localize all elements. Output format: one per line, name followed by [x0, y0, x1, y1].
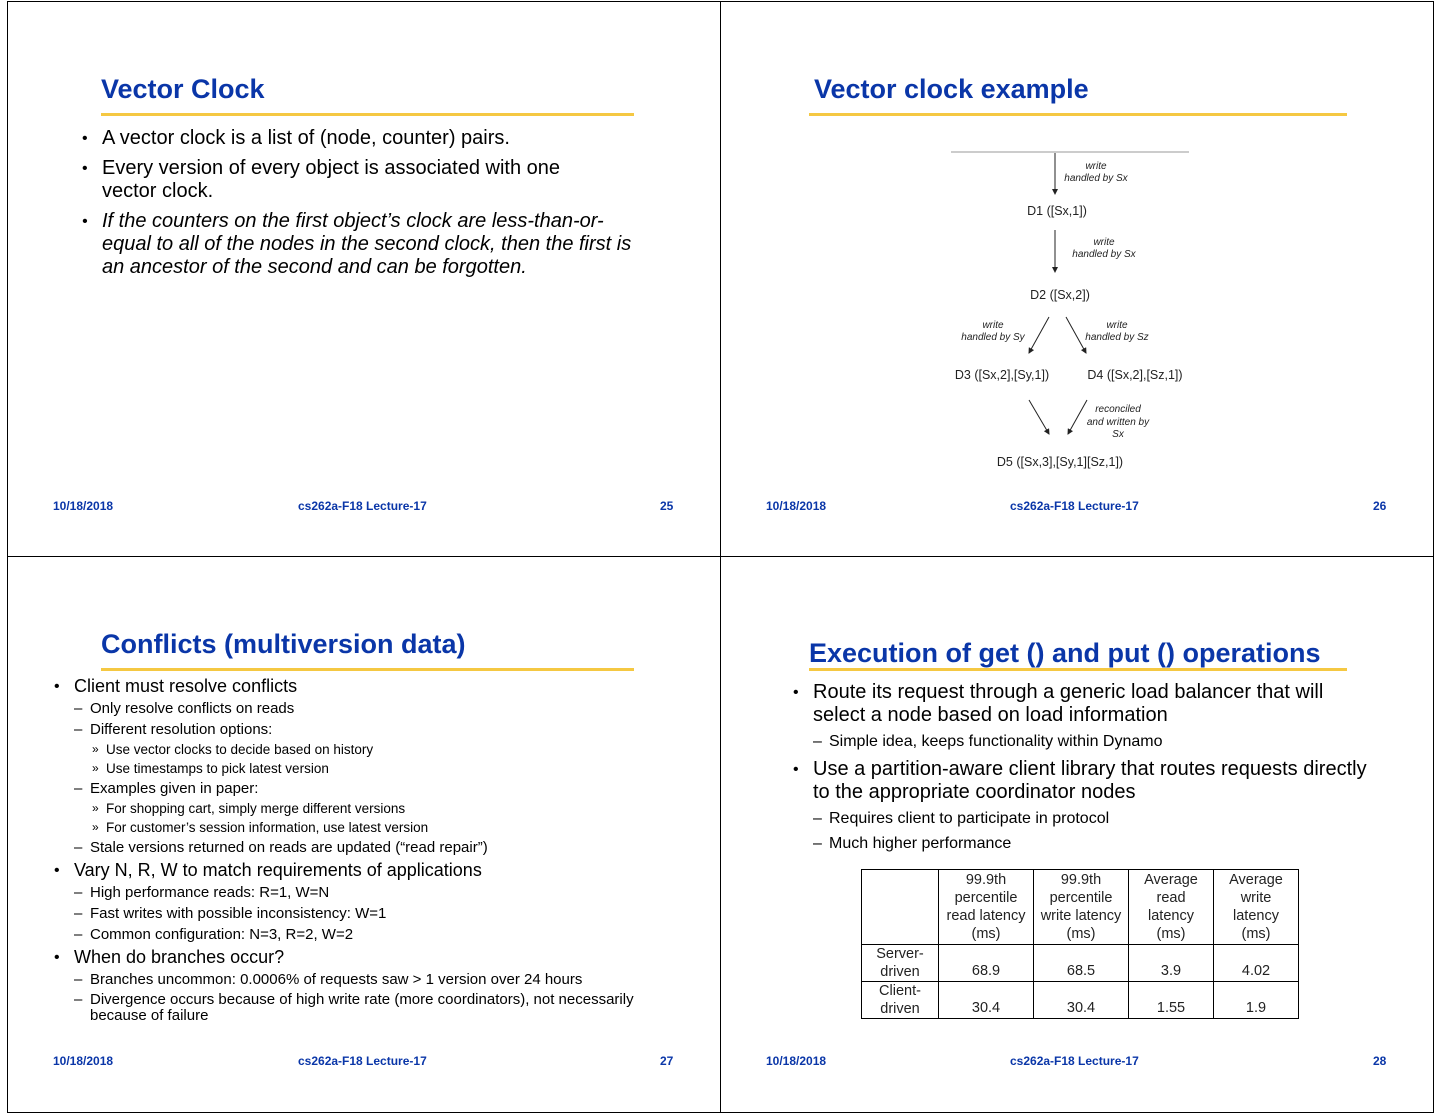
- footer-page-number: 28: [1373, 1054, 1387, 1068]
- sub-sub-bullet: » Use timestamps to pick latest version: [90, 760, 694, 777]
- slide-title: Conflicts (multiversion data): [101, 629, 466, 659]
- sub-bullet-list: [813, 809, 1367, 854]
- edge-label: Sx: [1112, 429, 1124, 440]
- sub-bullet: [74, 721, 694, 777]
- bullet-text: When do branches occur?: [74, 947, 285, 967]
- edge-arrow: [1029, 317, 1049, 353]
- edge-label: and written by: [1086, 417, 1150, 428]
- table-header-cell: 99.9th percentile read latency (ms): [939, 870, 1034, 945]
- slide-27: [7, 556, 721, 1113]
- sub-bullet-text: Examples given in paper:: [90, 780, 259, 797]
- table-cell: 1.55: [1129, 982, 1214, 1019]
- bullet-text: Client must resolve conflicts: [74, 676, 298, 696]
- table-header-cell: [862, 870, 939, 945]
- vector-clock-diagram: [721, 2, 1435, 558]
- bullet-list: [787, 681, 1367, 860]
- diagram-node-d1: D1 ([Sx,1]): [1027, 204, 1087, 218]
- table-cell: 3.9: [1129, 945, 1214, 982]
- latency-table: [861, 869, 1299, 1019]
- table-row: [862, 982, 1299, 1019]
- bullet: [54, 860, 694, 944]
- edge-label: handled by Sx: [1072, 249, 1136, 260]
- footer-course: cs262a-F18 Lecture-17: [1010, 499, 1139, 513]
- sub-bullet: – High performance reads: R=1, W=N: [74, 884, 694, 902]
- edge-label: write: [1093, 237, 1115, 248]
- edge-arrow: [1029, 400, 1049, 434]
- edge-label: handled by Sy: [961, 332, 1025, 343]
- table-cell: 30.4: [939, 982, 1034, 1019]
- title-underline: [101, 113, 634, 116]
- slide-26: [720, 1, 1434, 557]
- footer-page-number: 26: [1373, 499, 1387, 513]
- bullet: • A vector clock is a list of (node, counter) pairs.: [76, 127, 651, 150]
- slide-title: Execution of get () and put () operations: [809, 638, 1321, 668]
- bullet-list: [54, 676, 694, 1027]
- footer-course: cs262a-F18 Lecture-17: [298, 499, 427, 513]
- sub-bullet-list: [74, 884, 694, 944]
- bullet-list: [76, 127, 651, 286]
- table-header-row: [862, 870, 1299, 945]
- table-row-label: Server-driven: [862, 945, 939, 982]
- table-header-cell: Average write latency (ms): [1214, 870, 1299, 945]
- table-cell: 4.02: [1214, 945, 1299, 982]
- table-cell: 68.5: [1034, 945, 1129, 982]
- edge-label: handled by Sz: [1085, 332, 1149, 343]
- table-header-cell: Average read latency (ms): [1129, 870, 1214, 945]
- edge-arrow: [1066, 317, 1086, 353]
- footer-date: 10/18/2018: [53, 499, 114, 513]
- sub-bullet: – Branches uncommon: 0.0006% of requests saw > 1 version over 24 hours: [74, 971, 694, 989]
- edge-label: write: [982, 320, 1004, 331]
- table-cell: 68.9: [939, 945, 1034, 982]
- bullet: [787, 758, 1367, 854]
- bullet-text: Vary N, R, W to match requirements of applications: [74, 860, 482, 880]
- edge-label: write: [1085, 161, 1107, 172]
- sub-bullet: – Fast writes with possible inconsistency: W=1: [74, 905, 694, 923]
- sub-bullet: – Only resolve conflicts on reads: [74, 700, 694, 718]
- bullet-text: Use a partition-aware client library that routes requests directly to the appropriate coordinator nodes: [813, 758, 1367, 803]
- slide-title: Vector clock example: [814, 74, 1089, 104]
- edge-label: write: [1106, 320, 1128, 331]
- table-cell: 30.4: [1034, 982, 1129, 1019]
- edge-arrow: [1068, 400, 1087, 434]
- sub-bullet-list: [74, 700, 694, 857]
- bullet-text: Route its request through a generic load balancer that will select a node based on load information: [813, 681, 1324, 726]
- bullet: • Every version of every object is associated with one vector clock.: [76, 157, 651, 203]
- slide-28: [720, 556, 1434, 1113]
- footer-date: 10/18/2018: [766, 499, 827, 513]
- footer-page-number: 25: [660, 499, 674, 513]
- sub-sub-bullet-list: [90, 800, 694, 836]
- bullet: [54, 676, 694, 857]
- diagram-node-d3: D3 ([Sx,2],[Sy,1]): [954, 368, 1050, 382]
- table-header-cell: 99.9th percentile write latency (ms): [1034, 870, 1129, 945]
- slide-25: [7, 1, 721, 557]
- footer-course: cs262a-F18 Lecture-17: [298, 1054, 427, 1068]
- table-row-label: Client-driven: [862, 982, 939, 1019]
- diagram-node-d2: D2 ([Sx,2]): [1030, 288, 1090, 302]
- sub-bullet: – Divergence occurs because of high write rate (more coordinators), not necessarily because of failure: [74, 992, 694, 1024]
- sub-sub-bullet: » Use vector clocks to decide based on history: [90, 741, 694, 758]
- bullet: [54, 947, 694, 1024]
- sub-sub-bullet-list: [90, 741, 694, 777]
- sub-bullet: – Requires client to participate in protocol: [813, 809, 1367, 829]
- sub-sub-bullet: » For customer’s session information, use latest version: [90, 819, 694, 836]
- title-underline: [809, 668, 1347, 671]
- sub-bullet: – Simple idea, keeps functionality within Dynamo: [813, 732, 1367, 752]
- table-row: [862, 945, 1299, 982]
- diagram-node-d5: D5 ([Sx,3],[Sy,1][Sz,1]): [996, 455, 1124, 469]
- sub-bullet-list: [813, 732, 1367, 752]
- edge-label: reconciled: [1095, 404, 1141, 415]
- sub-bullet-list: [74, 971, 694, 1024]
- footer-page-number: 27: [660, 1054, 674, 1068]
- sub-bullet: [74, 780, 694, 836]
- title-underline: [101, 668, 634, 671]
- footer-course: cs262a-F18 Lecture-17: [1010, 1054, 1139, 1068]
- sub-bullet: – Stale versions returned on reads are updated (“read repair”): [74, 839, 694, 857]
- sub-bullet: – Much higher performance: [813, 834, 1367, 854]
- bullet: • If the counters on the first object’s clock are less-than-or-equal to all of the nodes in the second clock, then the first is an ancestor of the second and can be forgotten.: [76, 210, 651, 279]
- footer-date: 10/18/2018: [766, 1054, 827, 1068]
- footer-date: 10/18/2018: [53, 1054, 114, 1068]
- sub-bullet: – Common configuration: N=3, R=2, W=2: [74, 926, 694, 944]
- slide-title: Vector Clock: [101, 74, 265, 104]
- diagram-node-d4: D4 ([Sx,2],[Sz,1]): [1087, 368, 1183, 382]
- bullet: [787, 681, 1367, 752]
- table-cell: 1.9: [1214, 982, 1299, 1019]
- sub-bullet-text: Different resolution options:: [90, 721, 273, 738]
- edge-label: handled by Sx: [1064, 173, 1128, 184]
- sub-sub-bullet: » For shopping cart, simply merge different versions: [90, 800, 694, 817]
